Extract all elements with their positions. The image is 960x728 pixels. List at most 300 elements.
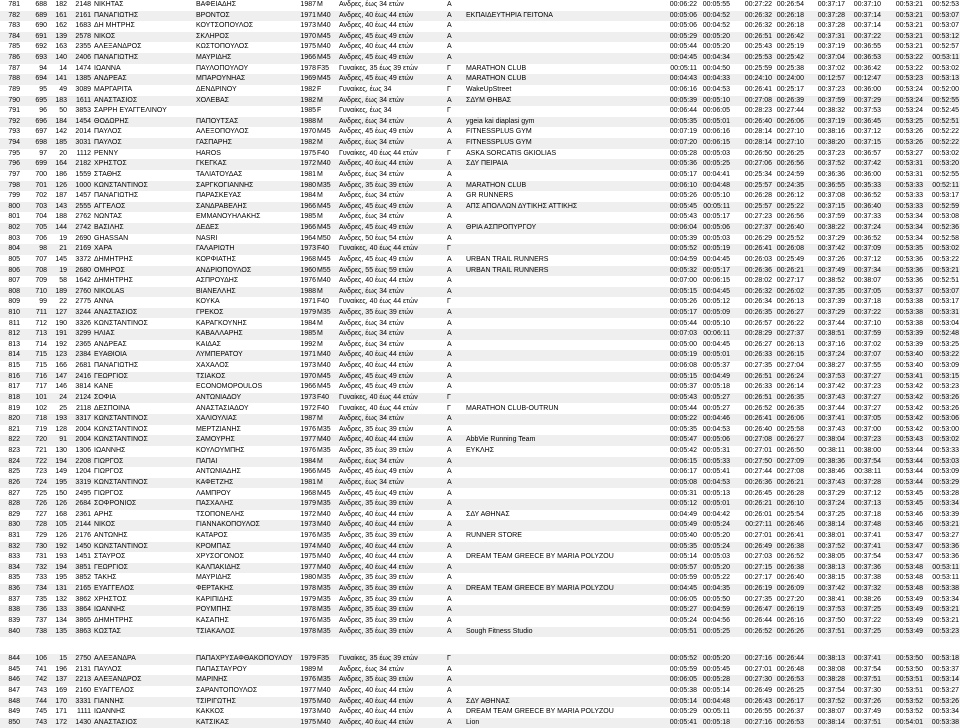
group-cell: A	[447, 54, 452, 62]
split-4-cell: 00:26:53	[776, 718, 804, 726]
split-4-cell: 00:26:10	[776, 500, 804, 508]
category-cell: M45	[317, 202, 331, 210]
table-row	[0, 223, 960, 234]
split-3-cell: 00:27:35	[744, 362, 772, 370]
place-cell: 825	[8, 468, 20, 476]
gender-place-cell: 741	[35, 665, 47, 673]
first-name-cell: ΚΩΝΣΤΑΝΤΙΝΟΣ	[94, 478, 148, 486]
split-2-cell: 00:05:20	[702, 532, 730, 539]
gender-place-cell: 705	[35, 224, 47, 232]
year-cell: 1992	[300, 340, 316, 348]
gender-place-cell: 719	[35, 425, 47, 433]
last-name-cell: ΣΑΝΔΡΑΒΕΛΗΣ	[196, 202, 247, 210]
split-6-cell: 00:37:12	[853, 255, 881, 263]
split-1-cell: 00:05:14	[669, 553, 697, 561]
category-cell: M35	[317, 425, 331, 433]
finish-gun-cell: 00:53:33	[895, 181, 923, 189]
finish-gun-cell: 00:53:31	[895, 160, 923, 168]
gender-place-cell: 95	[39, 85, 47, 93]
finish-net-cell: 00:53:09	[931, 468, 959, 476]
age-group-cell: Ανδρες, 35 έως 39 ετών	[339, 425, 414, 433]
gender-place-cell: 706	[35, 234, 47, 242]
year-cell: 1988	[300, 117, 316, 125]
split-2-cell: 00:05:06	[702, 436, 730, 444]
number-cell: 1451	[75, 553, 91, 561]
place-cell: 784	[8, 32, 20, 40]
number-cell: 2680	[75, 266, 91, 274]
number-cell: 3864	[75, 606, 91, 614]
age-group-cell: Ανδρες, έως 34 ετών	[339, 213, 404, 221]
gender-place-cell: 731	[35, 553, 47, 561]
first-name-cell: ΓΙΩΡΓΟΣ	[94, 457, 124, 465]
gender-place-cell: 101	[35, 393, 47, 401]
place-cell: 810	[8, 308, 20, 316]
split-6-cell: 00:37:12	[853, 128, 881, 136]
split-4-cell: 00:25:38	[776, 64, 804, 72]
finish-net-cell: 00:53:38	[931, 585, 959, 593]
last-name-cell: ΚΑΚΚΟΣ	[196, 708, 225, 716]
split-4-cell: 00:26:06	[776, 415, 804, 423]
split-1-cell: 00:05:24	[669, 616, 697, 624]
split-2-cell: 00:05:27	[702, 404, 730, 412]
split-5-cell: 00:38:07	[817, 708, 845, 716]
place-cell: 835	[8, 574, 20, 582]
gender-place-cell: 729	[35, 532, 47, 539]
table-row	[0, 202, 960, 213]
first-name-cell: ΑΛΕΞΑΝΔΡΟΣ	[94, 676, 142, 684]
gender-place-cell: 702	[35, 192, 47, 200]
split-5-cell: 00:37:39	[817, 298, 845, 306]
split-3-cell: 00:27:35	[744, 595, 772, 603]
split-2-cell: 00:05:22	[702, 574, 730, 582]
gender-place-cell: 722	[35, 457, 47, 465]
finish-net-cell: 00:53:34	[931, 708, 959, 716]
gender-place-cell: 710	[35, 287, 47, 295]
split-4-cell: 00:26:17	[776, 697, 804, 705]
split-5-cell: 00:38:14	[817, 718, 845, 726]
gender-place-cell: 703	[35, 202, 47, 210]
gender-place-cell: 736	[35, 606, 47, 614]
team-cell: DREAM TEAM GREECE BY MARIA POLYZOU	[466, 708, 614, 716]
bib-cell: 142	[55, 128, 67, 136]
number-cell: 2131	[75, 665, 91, 673]
split-2-cell: 00:04:49	[702, 372, 730, 380]
gender-place-cell: 96	[39, 107, 47, 115]
finish-gun-cell: 00:53:44	[895, 468, 923, 476]
category-cell: M35	[317, 532, 331, 539]
first-name-cell: PENNY	[94, 149, 119, 157]
category-cell: F40	[317, 298, 330, 306]
finish-gun-cell: 00:54:01	[895, 718, 923, 726]
table-row	[0, 697, 960, 708]
gender-place-cell: 724	[35, 478, 47, 486]
split-6-cell: 00:37:22	[853, 32, 881, 40]
split-1-cell: 00:05:26	[669, 298, 697, 306]
split-1-cell: 00:05:39	[669, 234, 697, 242]
last-name-cell: ΓΑΛΑΡΙΩΤΗ	[196, 245, 235, 253]
table-row	[0, 675, 960, 686]
gender-place-cell: 690	[35, 22, 47, 30]
first-name-cell: ΕΥΑΓΓΕΛΟΣ	[94, 687, 135, 695]
age-group-cell: Γυναίκες, 40 έως 44 ετών	[339, 404, 418, 412]
split-4-cell: 00:26:15	[776, 351, 804, 359]
category-cell: M40	[317, 436, 331, 444]
bib-cell: 194	[55, 457, 67, 465]
split-2-cell: 00:06:05	[702, 107, 730, 115]
table-row	[0, 686, 960, 697]
split-2-cell: 00:04:52	[702, 22, 730, 30]
number-cell: 1474	[75, 64, 91, 72]
finish-net-cell: 00:53:20	[931, 160, 959, 168]
finish-gun-cell: 00:53:47	[895, 532, 923, 539]
age-group-cell: Ανδρες, 40 έως 44 ετών	[339, 11, 414, 19]
finish-gun-cell: 00:53:39	[895, 340, 923, 348]
table-row	[0, 665, 960, 676]
last-name-cell: ΚΟΥΚΑ	[196, 298, 220, 306]
table-row	[0, 287, 960, 298]
first-name-cell: ΤΑΚΗΣ	[94, 574, 117, 582]
number-cell: 3852	[75, 574, 91, 582]
last-name-cell: ΡΟΥΜΠΗΣ	[196, 606, 231, 614]
place-cell: 788	[8, 75, 20, 83]
split-3-cell: 00:26:03	[744, 255, 772, 263]
number-cell: 1204	[75, 468, 91, 476]
finish-net-cell: 00:52:48	[931, 330, 959, 338]
split-1-cell: 00:05:14	[669, 697, 697, 705]
split-6-cell: 00:36:45	[853, 117, 881, 125]
split-2-cell: 00:05:20	[702, 563, 730, 571]
number-cell: 2416	[75, 372, 91, 380]
number-cell: 2690	[75, 234, 91, 242]
last-name-cell: ΛΑΜΠΡΟΥ	[196, 489, 231, 497]
split-4-cell: 00:25:58	[776, 425, 804, 433]
split-6-cell: 00:37:29	[853, 96, 881, 104]
gender-place-cell: 742	[35, 676, 47, 684]
split-3-cell: 00:27:44	[744, 468, 772, 476]
place-cell: 837	[8, 595, 20, 603]
category-cell: M40	[317, 563, 331, 571]
place-cell: 832	[8, 542, 20, 550]
age-group-cell: Ανδρες, 45 έως 49 ετών	[339, 224, 414, 232]
number-cell: 1306	[75, 447, 91, 455]
group-cell: A	[447, 468, 452, 476]
first-name-cell: ΑΝΤΩΝΗΣ	[94, 532, 128, 539]
finish-net-cell: 00:52:22	[931, 128, 959, 136]
split-3-cell: 00:25:53	[744, 54, 772, 62]
first-name-cell: ΝΙΚΟΣ	[94, 521, 116, 529]
year-cell: 1972	[300, 510, 316, 518]
split-4-cell: 00:26:37	[776, 708, 804, 716]
split-1-cell: 00:05:26	[669, 192, 697, 200]
place-cell: 845	[8, 665, 20, 673]
age-group-cell: Ανδρες, 40 έως 44 ετών	[339, 521, 414, 529]
table-row	[0, 435, 960, 446]
split-4-cell: 00:26:06	[776, 117, 804, 125]
split-1-cell: 00:05:41	[669, 718, 697, 726]
group-cell: A	[447, 532, 452, 539]
age-group-cell: Γυναίκες, 40 έως 44 ετών	[339, 393, 418, 401]
table-row	[0, 64, 960, 75]
split-5-cell: 00:37:17	[817, 1, 845, 8]
number-cell: 2361	[75, 510, 91, 518]
split-5-cell: 00:38:20	[817, 139, 845, 147]
first-name-cell: ΔΗ ΜΗΤΡΗΣ	[94, 22, 135, 30]
place-cell: 811	[8, 319, 20, 327]
split-5-cell: 00:37:28	[817, 11, 845, 19]
split-3-cell: 00:26:33	[744, 351, 772, 359]
split-2-cell: 00:05:10	[702, 319, 730, 327]
bib-cell: 140	[55, 54, 67, 62]
group-cell: A	[447, 542, 452, 550]
split-3-cell: 00:28:29	[744, 330, 772, 338]
finish-gun-cell: 00:53:43	[895, 436, 923, 444]
place-cell: 816	[8, 372, 20, 380]
team-cell: MARATHON CLUB-OUTRUN	[466, 404, 559, 412]
split-3-cell: 00:26:49	[744, 687, 772, 695]
split-4-cell: 00:26:13	[776, 298, 804, 306]
finish-net-cell: 00:52:51	[931, 277, 959, 285]
group-cell: A	[447, 383, 452, 391]
age-group-cell: Ανδρες, 40 έως 44 ετών	[339, 277, 414, 285]
last-name-cell: ΚΑΤΑΡΟΣ	[196, 532, 228, 539]
place-cell: 802	[8, 224, 20, 232]
finish-gun-cell: 00:53:51	[895, 687, 923, 695]
gender-place-cell: 94	[39, 64, 47, 72]
number-cell: 2004	[75, 425, 91, 433]
place-cell: 804	[8, 245, 20, 253]
split-4-cell: 00:26:19	[776, 606, 804, 614]
category-cell: M40	[317, 553, 331, 561]
split-1-cell: 00:05:52	[669, 245, 697, 253]
finish-net-cell: 00:53:09	[931, 362, 959, 370]
split-5-cell: 00:37:59	[817, 96, 845, 104]
bib-cell: 183	[55, 96, 67, 104]
finish-gun-cell: 00:53:40	[895, 362, 923, 370]
group-cell: A	[447, 11, 452, 19]
place-cell: 850	[8, 718, 20, 726]
split-2-cell: 00:04:53	[702, 85, 730, 93]
first-name-cell: ΣΤΑΥΡΟΣ	[94, 553, 126, 561]
table-row	[0, 276, 960, 287]
category-cell: M	[317, 457, 323, 465]
finish-net-cell: 00:53:15	[931, 372, 959, 380]
first-name-cell: ΑΝΔΡΕΑΣ	[94, 75, 127, 83]
finish-net-cell: 00:53:13	[931, 75, 959, 83]
split-5-cell: 00:37:54	[817, 687, 845, 695]
category-cell: M40	[317, 160, 331, 168]
age-group-cell: Ανδρες, 35 έως 39 ετών	[339, 595, 414, 603]
finish-net-cell: 00:53:11	[932, 574, 959, 582]
year-cell: 1966	[300, 54, 316, 62]
bib-cell: 126	[55, 181, 67, 189]
split-5-cell: 00:38:13	[817, 563, 845, 571]
year-cell: 1984	[300, 457, 316, 465]
first-name-cell: ΣΤΑΘΗΣ	[94, 170, 122, 178]
split-2-cell: 00:05:17	[702, 266, 730, 274]
bib-cell: 193	[55, 415, 67, 423]
split-3-cell: 00:26:36	[744, 478, 772, 486]
finish-net-cell: 00:53:07	[931, 22, 959, 30]
split-2-cell: 00:04:35	[702, 585, 730, 593]
table-row	[0, 74, 960, 85]
table-row	[0, 627, 960, 638]
split-2-cell: 00:05:50	[702, 595, 730, 603]
split-6-cell: 00:37:26	[853, 697, 881, 705]
group-cell: A	[447, 22, 452, 30]
split-6-cell: 00:37:24	[853, 224, 881, 232]
finish-net-cell: 00:53:31	[931, 308, 959, 316]
split-4-cell: 00:27:37	[776, 330, 804, 338]
first-name-cell: ΚΩΝΣΤΑΝΤΙΝΟΣ	[94, 181, 148, 189]
team-cell: ΕΥΚΛΗΣ	[466, 447, 495, 455]
year-cell: 1978	[300, 585, 316, 593]
number-cell: 1385	[75, 75, 91, 83]
finish-net-cell: 00:52:59	[931, 202, 959, 210]
split-3-cell: 00:26:41	[744, 245, 772, 253]
split-6-cell: 00:37:27	[853, 372, 881, 380]
split-2-cell: 00:05:33	[702, 457, 730, 465]
place-cell: 799	[8, 192, 20, 200]
split-2-cell: 00:04:52	[702, 11, 730, 19]
table-row	[0, 96, 960, 107]
last-name-cell: ΓΙΑΝΝΑΚΟΠΟΥΛΟΣ	[196, 521, 260, 529]
split-2-cell: 00:05:28	[702, 676, 730, 684]
team-cell: DREAM TEAM GREECE BY MARIA POLYZOU	[466, 585, 614, 593]
year-cell: 1977	[300, 563, 316, 571]
split-4-cell: 00:24:59	[776, 170, 804, 178]
place-cell: 789	[8, 85, 20, 93]
split-4-cell: 00:26:40	[776, 224, 804, 232]
split-4-cell: 00:24:35	[776, 181, 804, 189]
gender-place-cell: 730	[35, 542, 47, 550]
age-group-cell: Ανδρες, 40 έως 44 ετών	[339, 160, 414, 168]
split-1-cell: 00:06:04	[669, 224, 697, 232]
age-group-cell: Ανδρες, 40 έως 44 ετών	[339, 436, 414, 444]
number-cell: 1683	[75, 22, 91, 30]
age-group-cell: Ανδρες, 35 έως 39 ετών	[339, 308, 414, 316]
table-row	[0, 457, 960, 468]
split-4-cell: 00:26:21	[776, 266, 804, 274]
split-2-cell: 00:05:01	[702, 117, 730, 125]
split-6-cell: 00:37:53	[853, 107, 881, 115]
split-6-cell: 00:37:42	[853, 160, 881, 168]
group-cell: Γ	[447, 107, 451, 115]
age-group-cell: Ανδρες, 40 έως 44 ετών	[339, 362, 414, 370]
number-cell: 3372	[75, 255, 91, 263]
finish-net-cell: 00:53:12	[931, 32, 959, 40]
finish-net-cell: 00:53:08	[931, 213, 959, 221]
finish-net-cell: 00:53:39	[931, 510, 959, 518]
group-cell: A	[447, 436, 452, 444]
split-6-cell: 00:38:26	[853, 595, 881, 603]
gender-place-cell: 743	[35, 718, 47, 726]
category-cell: M	[317, 117, 323, 125]
team-cell: MARATHON CLUB	[466, 64, 527, 72]
first-name-cell: ΚΩΣΤΑΣ	[94, 627, 121, 635]
group-cell: Γ	[447, 245, 451, 253]
category-cell: M45	[317, 32, 331, 40]
finish-gun-cell: 00:53:24	[895, 96, 923, 104]
finish-gun-cell: 00:53:48	[895, 574, 923, 582]
split-3-cell: 00:26:44	[744, 616, 772, 624]
gender-place-cell: 708	[35, 266, 47, 274]
finish-net-cell: 00:52:00	[931, 85, 959, 93]
finish-net-cell: 00:53:23	[931, 627, 959, 635]
year-cell: 1974	[300, 542, 316, 550]
category-cell: M50	[317, 234, 331, 242]
finish-gun-cell: 00:53:21	[895, 1, 923, 8]
bib-cell: 127	[55, 308, 67, 316]
group-cell: A	[447, 308, 452, 316]
table-row	[0, 489, 960, 500]
last-name-cell: ΜΠΑΡΟΥΝΗΑΣ	[196, 75, 246, 83]
group-cell: A	[447, 128, 452, 136]
table-row	[0, 308, 960, 319]
place-cell: 786	[8, 54, 20, 62]
last-name-cell: ΧΟΛΕΒΑΣ	[196, 96, 229, 104]
split-1-cell: 00:07:03	[669, 330, 697, 338]
bib-cell: 166	[55, 362, 67, 370]
split-2-cell: 00:04:33	[702, 75, 730, 83]
finish-net-cell: 00:53:23	[931, 383, 959, 391]
finish-gun-cell: 00:53:38	[895, 298, 923, 306]
age-group-cell: Ανδρες, έως 34 ετών	[339, 330, 404, 338]
place-cell: 820	[8, 415, 20, 423]
place-cell: 800	[8, 202, 20, 210]
split-1-cell: 00:06:10	[669, 181, 697, 189]
number-cell: 3317	[75, 415, 91, 423]
split-1-cell: 00:05:43	[669, 213, 697, 221]
bib-cell: 190	[55, 319, 67, 327]
year-cell: 1970	[300, 32, 316, 40]
gender-place-cell: 697	[35, 128, 47, 136]
group-cell: A	[447, 372, 452, 380]
number-cell: 2578	[75, 32, 91, 40]
last-name-cell: NASRI	[196, 234, 218, 242]
split-2-cell: 00:05:09	[702, 308, 730, 316]
table-row	[0, 382, 960, 393]
year-cell: 1987	[300, 1, 316, 8]
last-name-cell: ΚΟΥΤΣΟΠΟΥΛΟΣ	[196, 22, 254, 30]
table-row	[0, 244, 960, 255]
finish-net-cell: 00:53:21	[931, 606, 959, 614]
finish-gun-cell: 00:53:23	[895, 75, 923, 83]
split-1-cell: 00:05:35	[669, 542, 697, 550]
year-cell: 1981	[300, 170, 316, 178]
category-cell: F40	[317, 404, 330, 412]
first-name-cell: ΙΩΑΝΝΗΣ	[94, 708, 126, 716]
group-cell: A	[447, 489, 452, 497]
team-cell: ΣΔΥΜ ΘΗΒΑΣ	[466, 96, 512, 104]
first-name-cell: ΓΙΩΡΓΟΣ	[94, 468, 124, 476]
year-cell: 1966	[300, 383, 316, 391]
split-6-cell: 00:37:51	[853, 718, 881, 726]
finish-gun-cell: 00:53:44	[895, 457, 923, 465]
finish-gun-cell: 00:53:52	[895, 697, 923, 705]
group-cell: A	[447, 478, 452, 486]
split-6-cell: 00:37:18	[853, 298, 881, 306]
category-cell: M40	[317, 708, 331, 716]
bib-cell: 168	[55, 510, 67, 518]
split-6-cell: 00:12:47	[853, 75, 881, 83]
bib-cell: 139	[55, 32, 67, 40]
split-5-cell: 00:37:24	[817, 351, 845, 359]
first-name-cell: ΝΙΚΟΣ	[94, 32, 116, 40]
age-group-cell: Ανδρες, έως 34 ετών	[339, 96, 404, 104]
year-cell: 1973	[300, 393, 316, 401]
first-name-cell: ΟΜΗΡΟΣ	[94, 266, 125, 274]
bib-cell: 132	[55, 595, 67, 603]
